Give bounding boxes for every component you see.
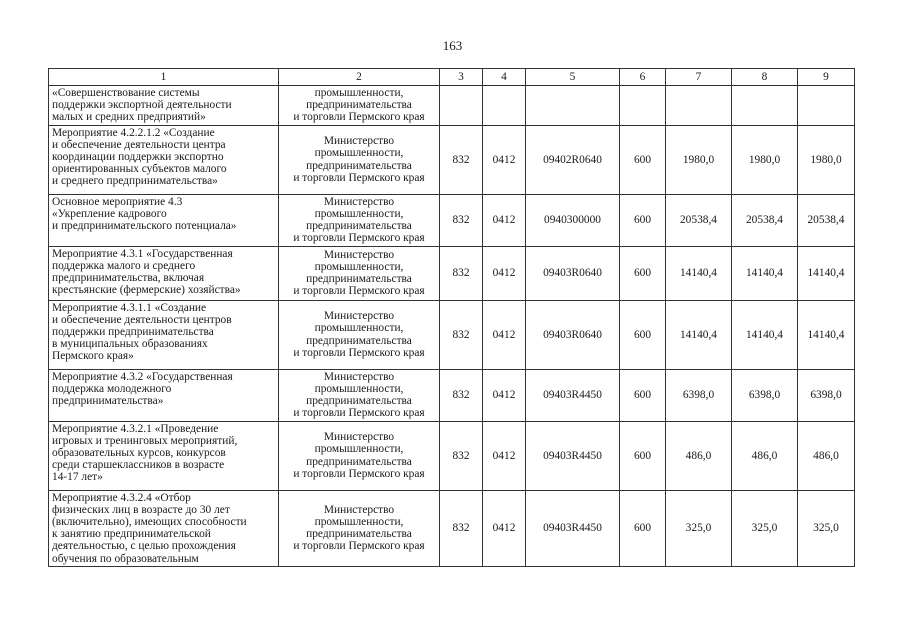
target-article-cell: 09403R4450 [526,421,620,490]
activity-name-line: физических лиц в возрасте до 30 лет [52,503,230,516]
activity-name-cell [49,86,279,126]
executor-line: Министерство [323,370,395,383]
column-header-1: 1 [49,69,279,86]
activity-name-line: «Совершенствование системы [52,87,200,99]
column-header-4: 4 [483,69,526,86]
activity-name-line: крестьянские (фермерские) хозяйства» [52,284,241,297]
activity-name-cell [49,421,279,490]
grbs-code-cell: 832 [440,369,483,421]
header-row [49,69,855,86]
expense-type-cell: 600 [620,125,666,194]
executor-line: промышленности, [314,147,404,160]
executor-line: предпринимательства [306,220,412,233]
executor-line: промышленности, [314,516,404,529]
activity-name-line: ориентированных субъектов малого [52,163,227,176]
activity-name-line: малых и средних предприятий» [52,111,206,124]
grbs-code-cell: 832 [440,246,483,300]
amount-year2-cell: 6398,0 [732,369,798,421]
executor-line: промышленности, [314,382,404,395]
grbs-code-cell: 832 [440,125,483,194]
activity-name-line: Мероприятие 4.2.2.1.2 «Создание [52,126,215,139]
executor-line: промышленности, [314,443,404,456]
table-body [49,86,855,567]
activity-name-line: и обеспечение деятельности центра [52,138,226,151]
section-code-cell: 0412 [483,125,526,194]
section-code-cell: 0412 [483,194,526,246]
target-article-cell: 09403R0640 [526,246,620,300]
activity-name-line: поддержки предпринимательства [52,326,214,339]
activity-name-line: 14-17 лет» [52,471,103,484]
executor-line: и торговли Пермского края [293,111,425,124]
amount-year2-cell: 14140,4 [732,246,798,300]
table-row [49,490,855,566]
executor-line: промышленности, [314,322,404,335]
executor-line: и торговли Пермского края [293,285,425,298]
activity-name-line: к занятию предпринимательской [52,528,211,541]
section-code-cell: 0412 [483,246,526,300]
target-article-cell: 09403R4450 [526,490,620,566]
target-article-cell: 09402R0640 [526,125,620,194]
amount-year2-cell: 325,0 [732,490,798,566]
amount-year1-cell: 20538,4 [666,194,732,246]
expense-type-cell: 600 [620,194,666,246]
activity-name-line: обучения по образовательным [52,552,199,565]
target-article-cell: 09403R4450 [526,369,620,421]
table-row [49,194,855,246]
executor-cell [279,369,440,421]
column-header-6: 6 [620,69,666,86]
activity-name-line: Пермского края» [52,350,134,363]
section-code-cell: 0412 [483,421,526,490]
column-header-2: 2 [279,69,440,86]
executor-line: предпринимательства [306,455,412,468]
expense-type-cell: 600 [620,369,666,421]
amount-year3-cell [798,86,855,126]
expense-type-cell: 600 [620,490,666,566]
executor-line: и торговли Пермского края [293,467,425,480]
activity-name-line: предпринимательства, включая [52,272,205,285]
grbs-code-cell: 832 [440,300,483,369]
activity-name-line: поддержка малого и среднего [52,259,196,272]
executor-cell [279,86,440,126]
executor-line: Министерство [323,431,395,444]
amount-year1-cell: 325,0 [666,490,732,566]
amount-year2-cell: 14140,4 [732,300,798,369]
executor-line: промышленности, [314,260,404,273]
amount-year1-cell: 6398,0 [666,369,732,421]
budget-table [48,68,855,567]
section-code-cell: 0412 [483,369,526,421]
activity-name-cell [49,194,279,246]
table-row [49,125,855,194]
activity-name-line: и предпринимательского потенциала» [52,220,237,233]
executor-line: предпринимательства [306,528,412,541]
executor-line: промышленности, [314,87,404,99]
amount-year3-cell: 14140,4 [798,246,855,300]
executor-cell [279,490,440,566]
executor-line: промышленности, [314,207,404,220]
executor-line: Министерство [323,503,395,516]
activity-name-line: Основное мероприятие 4.3 [52,195,183,208]
target-article-cell: 0940300000 [526,194,620,246]
executor-line: Министерство [323,310,395,323]
column-header-9: 9 [798,69,855,86]
activity-name-line: среди старшеклассников в возрасте [52,459,225,472]
amount-year3-cell: 486,0 [798,421,855,490]
activity-name-line: и среднего предпринимательства» [52,175,218,188]
amount-year3-cell: 14140,4 [798,300,855,369]
executor-line: и торговли Пермского края [293,232,425,245]
amount-year3-cell: 6398,0 [798,369,855,421]
grbs-code-cell: 832 [440,490,483,566]
amount-year1-cell [666,86,732,126]
amount-year2-cell: 1980,0 [732,125,798,194]
activity-name-cell [49,246,279,300]
table-row [49,369,855,421]
executor-line: и торговли Пермского края [293,540,425,553]
executor-cell [279,125,440,194]
executor-line: и торговли Пермского края [293,346,425,359]
amount-year1-cell: 1980,0 [666,125,732,194]
executor-line: предпринимательства [306,273,412,286]
executor-line: и торговли Пермского края [293,407,425,420]
amount-year1-cell: 14140,4 [666,246,732,300]
executor-line: Министерство [323,135,395,148]
amount-year3-cell: 325,0 [798,490,855,566]
executor-line: предпринимательства [306,99,412,112]
grbs-code-cell: 832 [440,194,483,246]
amount-year2-cell: 486,0 [732,421,798,490]
column-header-7: 7 [666,69,732,86]
activity-name-line: игровых и тренинговых мероприятий, [52,434,238,447]
activity-name-line: поддержка молодежного [52,382,172,395]
expense-type-cell: 600 [620,246,666,300]
column-header-5: 5 [526,69,620,86]
amount-year1-cell: 486,0 [666,421,732,490]
activity-name-line: предпринимательства» [52,395,164,408]
activity-name-cell [49,490,279,566]
activity-name-line: деятельностью, с целью прохождения [52,540,236,553]
activity-name-line: Мероприятие 4.3.2 «Государственная [52,370,233,383]
executor-line: и торговли Пермского края [293,171,425,184]
activity-name-cell [49,125,279,194]
expense-type-cell: 600 [620,421,666,490]
activity-name-line: и обеспечение деятельности центров [52,313,232,326]
grbs-code-cell [440,86,483,126]
column-header-8: 8 [732,69,798,86]
activity-name-line: Мероприятие 4.3.1.1 «Создание [52,301,207,314]
section-code-cell: 0412 [483,300,526,369]
executor-cell [279,194,440,246]
executor-line: Министерство [323,248,395,261]
amount-year2-cell: 20538,4 [732,194,798,246]
activity-name-line: образовательных курсов, конкурсов [52,447,226,460]
executor-line: предпринимательства [306,395,412,408]
activity-name-line: (включительно), имеющих способности [52,516,247,529]
grbs-code-cell: 832 [440,421,483,490]
executor-cell [279,300,440,369]
expense-type-cell: 600 [620,300,666,369]
executor-line: предпринимательства [306,334,412,347]
amount-year3-cell: 1980,0 [798,125,855,194]
table-row [49,421,855,490]
page-number: 163 [442,38,463,53]
table-row [49,246,855,300]
executor-cell [279,246,440,300]
amount-year1-cell: 14140,4 [666,300,732,369]
activity-name-line: координации поддержки экспортно [52,151,224,164]
target-article-cell [526,86,620,126]
amount-year3-cell: 20538,4 [798,194,855,246]
executor-cell [279,421,440,490]
activity-name-line: поддержки экспортной деятельности [52,99,232,112]
activity-name-line: Мероприятие 4.3.1 «Государственная [52,247,233,260]
activity-name-line: «Укрепление кадрового [52,207,167,220]
table-row [49,86,855,126]
amount-year2-cell [732,86,798,126]
executor-line: предпринимательства [306,159,412,172]
activity-name-line: в муниципальных образованиях [52,338,208,351]
expense-type-cell [620,86,666,126]
activity-name-line: Мероприятие 4.3.2.1 «Проведение [52,422,219,435]
executor-line: Министерство [323,195,395,208]
section-code-cell [483,86,526,126]
activity-name-line: Мероприятие 4.3.2.4 «Отбор [52,491,191,504]
column-header-3: 3 [440,69,483,86]
activity-name-cell [49,369,279,421]
target-article-cell: 09403R0640 [526,300,620,369]
section-code-cell: 0412 [483,490,526,566]
activity-name-cell [49,300,279,369]
table-row [49,300,855,369]
